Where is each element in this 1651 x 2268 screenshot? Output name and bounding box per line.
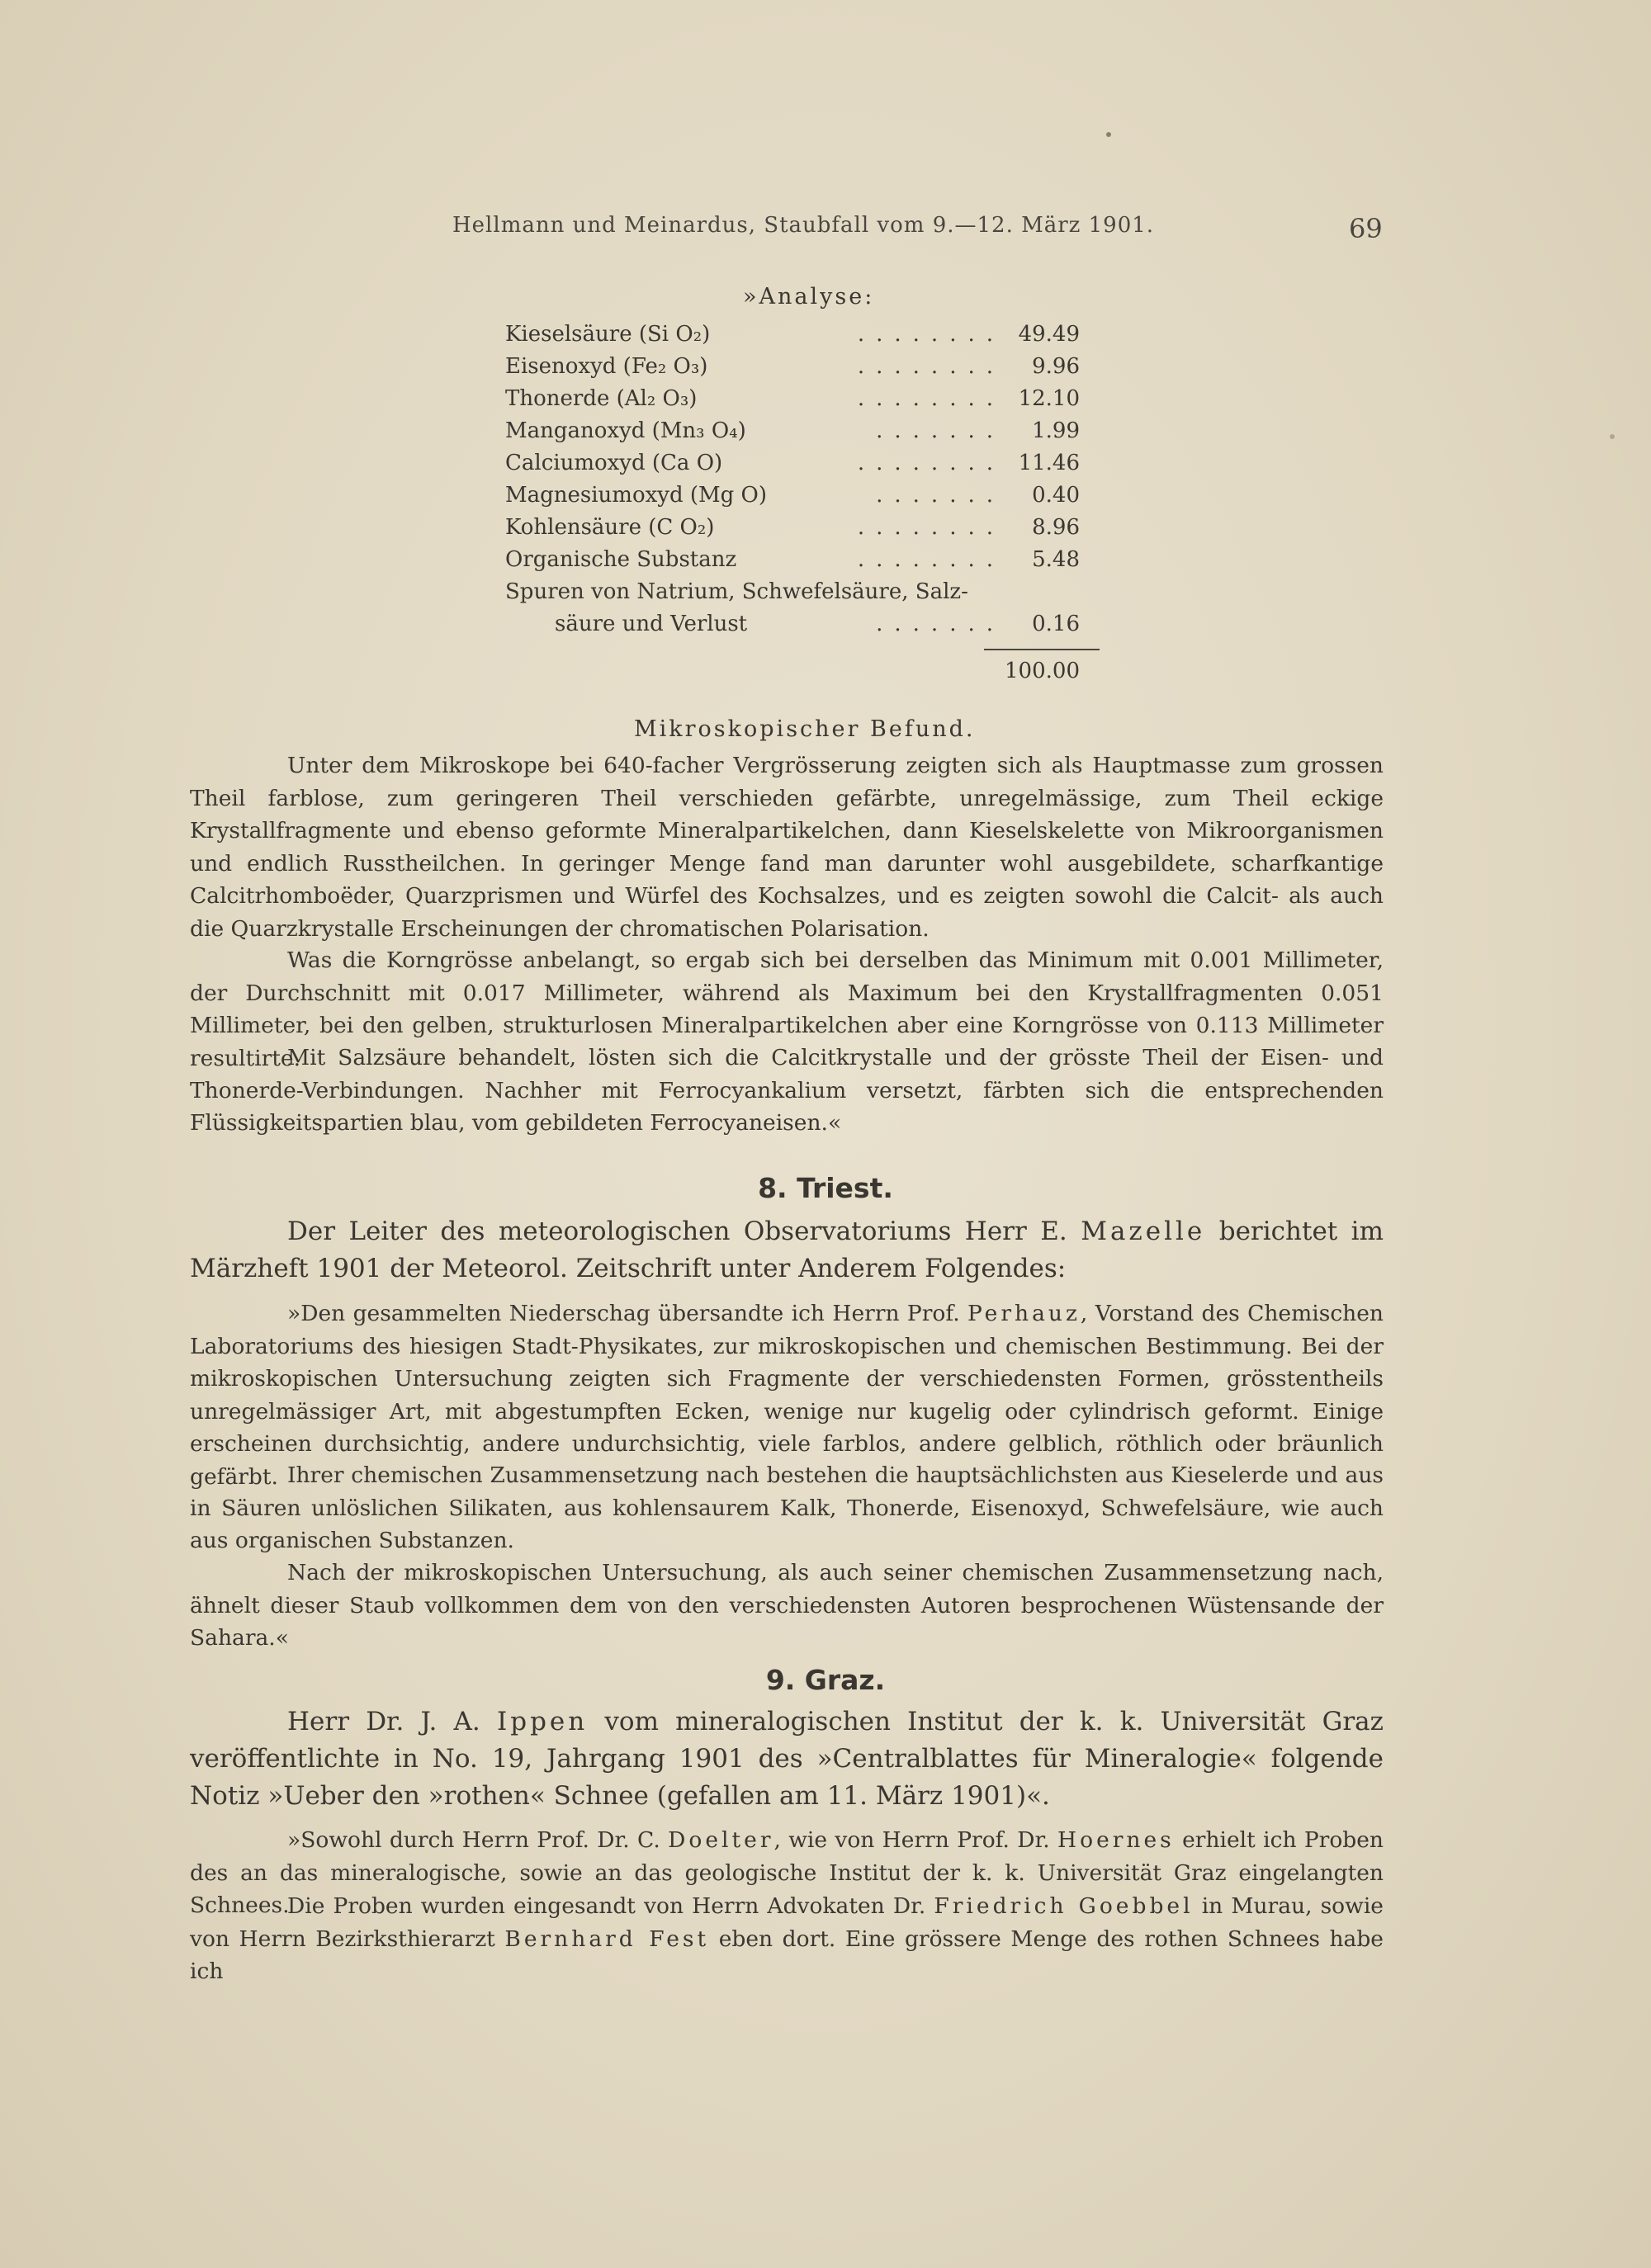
analysis-row-name: Calciumoxyd (Ca O)	[505, 451, 723, 475]
analysis-row-value: 11.46	[1018, 451, 1080, 475]
analysis-row-value: 1.99	[1032, 418, 1080, 443]
analysis-row	[505, 512, 1100, 544]
person-name-hoernes: Hoernes	[1057, 1827, 1175, 1853]
person-name-perhauz: Perhauz	[967, 1301, 1081, 1326]
analysis-row-name: Kieselsäure (Si O₂)	[505, 322, 711, 347]
analysis-row-value: 0.40	[1032, 483, 1080, 508]
analysis-row-name: Spuren von Natrium, Schwefelsäure, Salz-	[505, 579, 968, 604]
graz-p1-c: erhielt ich Proben des an das mineralogische, sowie an das geologische Institut der k. k. Universität Graz eingelangten Schnees.	[190, 1827, 1384, 1918]
ink-speck	[1106, 132, 1111, 137]
analysis-row-value: 0.16	[1032, 612, 1080, 636]
analysis-row-dots: .......	[876, 612, 1005, 636]
section-heading-triest: 8. Triest.	[758, 1172, 893, 1204]
analysis-row	[505, 447, 1100, 480]
micro-paragraph-1: Unter dem Mikroskope bei 640-facher Vergrösserung zeigten sich als Hauptmasse zum grossen Theil farblose, zum geringeren Theil verschieden gefärbte, unregelmässige, zum Theil eckige Krystallfragmente und ebenso geformte Mineralpartikelchen, dann Kieselskelette von Mikroorganismen und endlich Russtheilchen. In geringer Menge fand man darunter wohl ausgebildete, scharfkantige Calcitrhomboëder, Quarzprismen und Würfel des Kochsalzes, und es zeigten sowohl die Calcit- als auch die Quarzkrystalle Erscheinungen der chromatischen Polarisation.	[190, 753, 1384, 942]
analysis-row-name: Kohlensäure (C O₂)	[505, 515, 715, 540]
triest-intro	[190, 1213, 1384, 1288]
person-name-goebbel: Friedrich Goebbel	[934, 1893, 1194, 1919]
analysis-row-dots: ........	[857, 386, 1005, 411]
analysis-row-dots: .......	[876, 483, 1005, 508]
analysis-row	[505, 544, 1100, 576]
triest-paragraph-2: Ihrer chemischen Zusammensetzung nach bestehen die hauptsächlichsten aus Kieselerde und aus in Säuren unlöslichen Silikaten, aus kohlensaurem Kalk, Thonerde, Eisenoxyd, Schwefelsäure, wie auch aus organischen Substanzen.	[190, 1462, 1384, 1553]
analysis-row-name: säure und Verlust	[555, 612, 748, 636]
graz-p2-b: in Murau, sowie von Herrn Bezirksthierarzt	[190, 1893, 1384, 1952]
graz-intro-a: Herr Dr. J. A.	[287, 1707, 480, 1736]
person-name-doelter: Doelter	[668, 1827, 774, 1853]
running-head: Hellmann und Meinardus, Staubfall vom 9.—12. März 1901.	[452, 213, 1155, 238]
graz-intro-b: vom mineralogischen Institut der k. k. Universität Graz veröffentlichte in No. 19, Jahrgang 1901 des »Centralblattes für Mineralogie« folgende Notiz »Ueber den »rothen« Schnee (gefallen am 11. März 1901)«.	[190, 1707, 1384, 1811]
analysis-row	[505, 608, 1100, 640]
analysis-row-value: 9.96	[1032, 354, 1080, 379]
analysis-row-dots: ........	[857, 515, 1005, 540]
person-name-mazelle: Mazelle	[1081, 1217, 1206, 1246]
analysis-row-dots: ........	[857, 547, 1005, 572]
graz-intro	[190, 1703, 1384, 1815]
analysis-row-name: Magnesiumoxyd (Mg O)	[505, 483, 768, 508]
micro-paragraph-2: Was die Korngrösse anbelangt, so ergab sich bei derselben das Minimum mit 0.001 Millimeter, der Durchschnitt mit 0.017 Millimeter, während als Maximum bei den Krystallfragmenten 0.051 Millimeter, bei den gelben, strukturlosen Mineralpartikelchen aber eine Korngrösse von 0.113 Millimeter resultirte.	[190, 947, 1384, 1071]
triest-p1-a: »Den gesammelten Niederschag übersandte ich Herrn Prof.	[287, 1301, 960, 1326]
analysis-table	[505, 319, 1100, 640]
analysis-row	[505, 319, 1100, 351]
triest-intro-b: berichtet im Märzheft 1901 der Meteorol. Zeitschrift unter Anderem Folgendes:	[190, 1217, 1384, 1283]
graz-p2-a: Die Proben wurden eingesandt von Herrn Advokaten Dr.	[287, 1893, 926, 1919]
analysis-row-value: 12.10	[1018, 386, 1080, 411]
analysis-row	[505, 383, 1100, 415]
page-number: 69	[1349, 213, 1383, 244]
analysis-row-dots: .......	[876, 418, 1005, 443]
analysis-row-value: 8.96	[1032, 515, 1080, 540]
analysis-row-value: 5.48	[1032, 547, 1080, 572]
micro-paragraph-3: Mit Salzsäure behandelt, lösten sich die Calcitkrystalle und der grösste Theil der Eisen- und Thonerde-Verbindungen. Nachher mit Ferrocyankalium versetzt, färbten sich die entsprechenden Flüssigkeitspartien blau, vom gebildeten Ferrocyaneisen.«	[190, 1045, 1384, 1136]
triest-p1-b: , Vorstand des Chemischen Laboratoriums des hiesigen Stadt-Physikates, zur mikroskopischen und chemischen Bestimmung. Bei der mikroskopischen Untersuchung zeigten sich Fragmente der verschiedensten Formen, grösstentheils unregelmässiger Art, mit abgestumpften Ecken, wenige nur kugelig oder cylindrisch geformt. Einige erscheinen durchsichtig, andere undurchsichtig, viele farblos, andere gelblich, röthlich oder bräunlich gefärbt.	[190, 1301, 1384, 1490]
sum-rule	[984, 649, 1100, 650]
section-heading-graz: 9. Graz.	[765, 1664, 886, 1696]
graz-p2-c: eben dort. Eine grössere Menge des rothen Schnees habe ich	[190, 1925, 1384, 1984]
analysis-row	[505, 480, 1100, 512]
analysis-row-value: 49.49	[1018, 322, 1080, 347]
analysis-row	[505, 576, 1100, 608]
person-name-ippen: Ippen	[496, 1707, 589, 1736]
analysis-total: 100.00	[1005, 659, 1080, 683]
micro-title: Mikroskopischer Befund.	[634, 716, 976, 742]
analysis-row	[505, 415, 1100, 447]
analysis-row-name: Organische Substanz	[505, 547, 737, 572]
analysis-title: »Analyse:	[743, 284, 875, 309]
triest-intro-a: Der Leiter des meteorologischen Observatoriums Herr E.	[287, 1217, 1067, 1246]
ink-speck	[1610, 434, 1615, 439]
triest-paragraph-3: Nach der mikroskopischen Untersuchung, als auch seiner chemischen Zusammensetzung nach, ähnelt dieser Staub vollkommen dem von den verschiedensten Autoren besprochenen Wüstensande der Sahara.«	[190, 1560, 1384, 1651]
analysis-row-name: Thonerde (Al₂ O₃)	[505, 386, 698, 411]
analysis-row-dots: ........	[857, 451, 1005, 475]
analysis-row-dots: ........	[857, 322, 1005, 347]
graz-paragraph-2	[190, 1890, 1384, 1988]
analysis-row	[505, 351, 1100, 383]
person-name-fest: Bernhard Fest	[504, 1925, 710, 1952]
graz-p1-a: »Sowohl durch Herrn Prof. Dr. C.	[287, 1827, 660, 1853]
analysis-row-name: Eisenoxyd (Fe₂ O₃)	[505, 354, 708, 379]
analysis-row-dots: ........	[857, 354, 1005, 379]
analysis-row-name: Manganoxyd (Mn₃ O₄)	[505, 418, 746, 443]
graz-p1-b: , wie von Herrn Prof. Dr.	[773, 1827, 1050, 1853]
